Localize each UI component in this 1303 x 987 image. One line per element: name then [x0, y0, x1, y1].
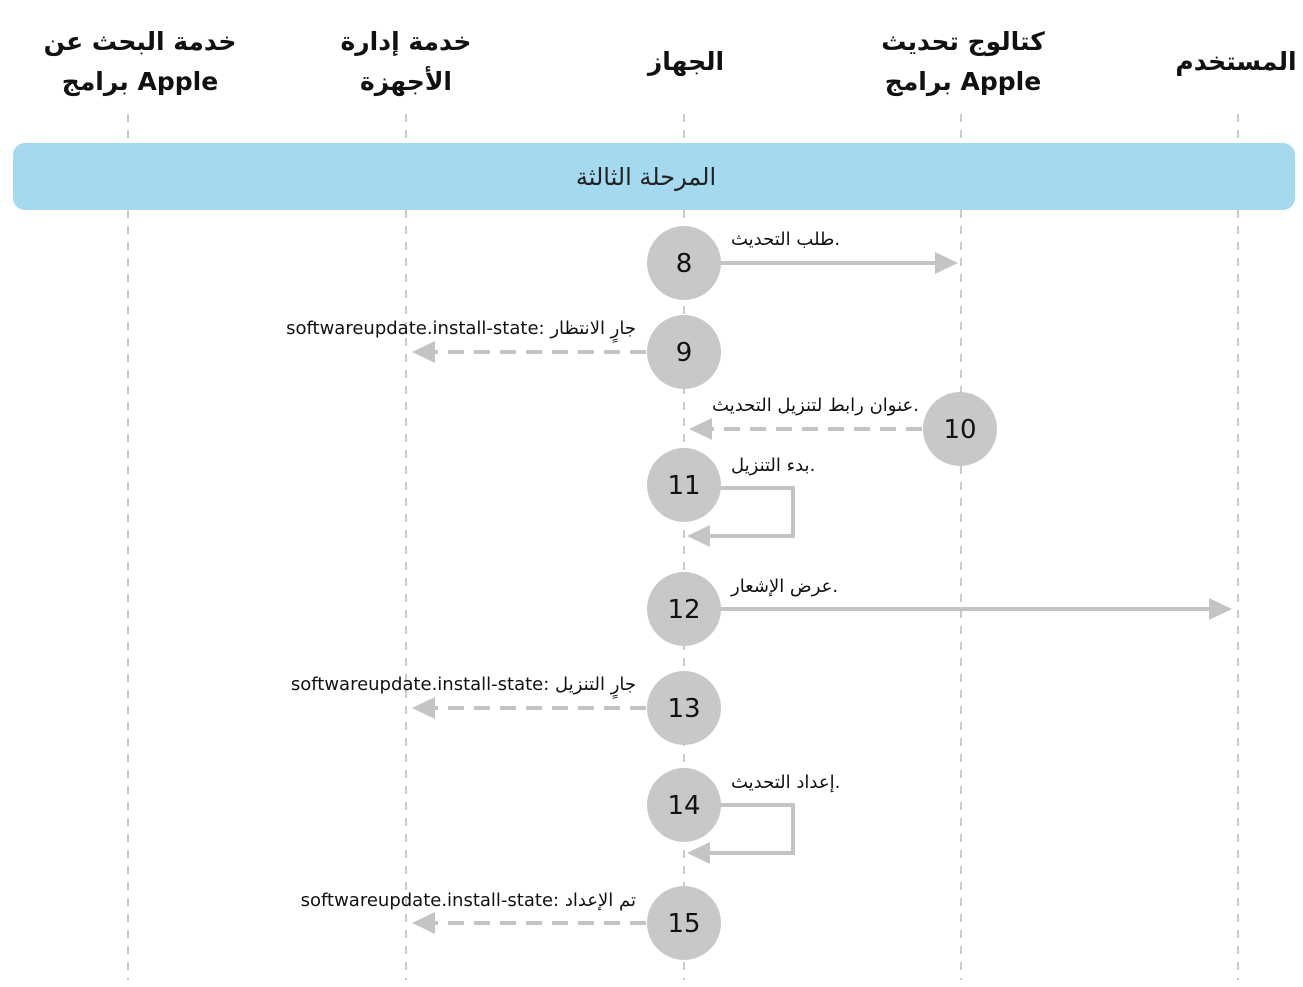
step-8-label: طلب التحديث.: [731, 229, 841, 250]
step-14-label: إعداد التحديث.: [731, 772, 841, 793]
step-10: [689, 418, 922, 440]
participant-header-user: [1175, 47, 1296, 76]
participant-catalog-line2: برامج Apple: [884, 67, 1042, 96]
step-14-loop-line: [710, 805, 793, 853]
step-9: [412, 341, 646, 363]
step-12-number: 12: [667, 595, 701, 625]
phase-banner: [13, 143, 1295, 210]
step-9-marker: [647, 315, 721, 389]
phase-label: المرحلة الثالثة: [575, 163, 717, 191]
step-12-arrowhead: [1209, 598, 1232, 620]
participant-mdm-line2: الأجهزة: [359, 67, 453, 96]
step-14-marker: [647, 768, 721, 842]
step-15-arrowhead: [412, 912, 435, 934]
participant-header-mdm: [341, 27, 472, 97]
step-12: [716, 598, 1232, 620]
participant-search-line1: خدمة البحث عن: [43, 27, 237, 56]
step-11-arrowhead: [687, 525, 710, 547]
step-15-label: softwareupdate.install-state: تم الإعداد: [300, 890, 636, 911]
step-11-marker: [647, 448, 721, 522]
step-8-marker: [647, 226, 721, 300]
participant-catalog-line1: كتالوج تحديث: [881, 27, 1045, 56]
participant-mdm-line1: خدمة إدارة: [340, 27, 472, 56]
participant-header-device: [646, 47, 724, 77]
step-12-label: عرض الإشعار.: [731, 576, 839, 597]
step-11-label: بدء التنزيل.: [731, 455, 816, 476]
step-13-arrowhead: [412, 697, 435, 719]
step-10-marker: [923, 392, 997, 466]
step-11-number: 11: [667, 471, 701, 501]
step-8-number: 8: [675, 249, 693, 279]
participant-header-search: [44, 27, 237, 97]
step-13-number: 13: [667, 694, 701, 724]
step-9-label: softwareupdate.install-state: جارٍ الانتظار: [286, 318, 636, 339]
step-13-marker: [647, 671, 721, 745]
participant-user-line1: المستخدم: [1175, 47, 1297, 76]
participant-header-catalog: [881, 27, 1045, 97]
step-10-number: 10: [943, 415, 977, 445]
step-15-number: 15: [667, 909, 701, 939]
step-9-arrowhead: [412, 341, 435, 363]
step-15-marker: [647, 886, 721, 960]
step-10-arrowhead: [689, 418, 712, 440]
step-10-label: عنوان رابط لتنزيل التحديث.: [712, 395, 919, 416]
step-8: [716, 252, 958, 274]
participant-search-line2: برامج Apple: [61, 67, 219, 96]
step-13: [412, 697, 646, 719]
step-14-number: 14: [667, 791, 701, 821]
step-15: [412, 912, 646, 934]
step-12-marker: [647, 572, 721, 646]
participant-device-line1: الجهاز: [647, 47, 725, 76]
step-13-label: softwareupdate.install-state: جارٍ التنزيل: [290, 674, 636, 695]
step-9-number: 9: [675, 338, 693, 368]
step-8-arrowhead: [935, 252, 958, 274]
step-11-loop-line: [710, 488, 793, 536]
step-14-arrowhead: [687, 842, 710, 864]
